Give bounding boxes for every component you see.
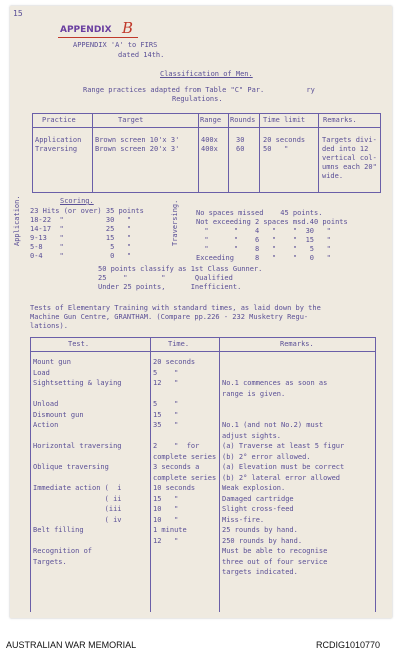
appendix-stamp: APPENDIX [60, 25, 112, 35]
table2-test-cell: Action [33, 421, 59, 429]
table2-test-cell: Mount gun [33, 358, 71, 366]
table2-time-cell: 10 " [153, 516, 179, 524]
table2-test-cell: Belt filling [33, 526, 84, 534]
document-subtitle-1: Range practices adapted from Table "C" Par. ry [83, 86, 315, 94]
table2-test-cell: Immediate action ( i [33, 484, 122, 492]
table2-time-cell: complete series [153, 453, 217, 461]
traversing-score-row: Not exceeding 2 spaces msd.40 points [196, 218, 348, 226]
application-score-row: 18-22 " 30 " [30, 216, 132, 224]
table2-remarks-cell: adjust sights. [222, 432, 282, 440]
tests-intro-line: Tests of Elementary Training with standard times, as laid down by the [30, 304, 321, 312]
table2-remarks-cell: No.1 (and not No.2) must [222, 421, 324, 429]
table1-cell: 400x [201, 145, 218, 153]
table2-time-cell: 5 " [153, 400, 179, 408]
table2-test-cell: ( iv [33, 516, 122, 524]
appendix-date: dated 14th. [118, 51, 165, 59]
table2-time-cell: complete series [153, 474, 217, 482]
table2-time-cell: 5 " [153, 369, 179, 377]
application-score-row: 5-8 " 5 " [30, 243, 132, 251]
table2-time-cell: 20 seconds [153, 358, 196, 366]
table2-remarks-cell: Miss-fire. [222, 516, 265, 524]
table1-header-target: Target [118, 116, 144, 124]
table1-cell: 400x [201, 136, 218, 144]
table1-cell: Application [35, 136, 82, 144]
table1-header-practice: Practice [42, 116, 76, 124]
table2-test-cell: ( ii [33, 495, 122, 503]
traversing-score-row: " " 4 " " 30 " [196, 227, 331, 235]
traversing-score-row: " " 8 " " 5 " [196, 245, 331, 253]
page-number: 15 [13, 9, 23, 18]
scoring-title: Scoring. [60, 197, 94, 205]
table2-remarks-cell: range is given. [222, 390, 286, 398]
table2-time-cell: 1 minute [153, 526, 187, 534]
table2-test-cell: (iii [33, 505, 122, 513]
table2-test-cell: Unload [33, 400, 59, 408]
document-title: Classification of Men. [160, 70, 253, 78]
table1-cell: Brown screen 20'x 3' [95, 145, 180, 153]
table2-header-time: Time. [168, 340, 190, 348]
table1-remarks-line: vertical col- [322, 154, 377, 162]
table1-cell: 50 " [263, 145, 289, 153]
table2-time-cell: 10 seconds [153, 484, 196, 492]
table2-test-cell: Sightsetting & laying [33, 379, 122, 387]
table2-remarks-cell: (b) 2° lateral error allowed [222, 474, 341, 482]
table1-remarks-line: wide. [322, 172, 344, 180]
table2-time-cell: 35 " [153, 421, 179, 429]
classification-line: 50 points classify as 1st Class Gunner. [98, 265, 263, 273]
table2-remarks-cell: No.1 commences as soon as [222, 379, 328, 387]
document-subtitle-2: Regulations. [172, 95, 223, 103]
application-score-row: 0-4 " 0 " [30, 252, 132, 260]
table2-header-test: Test. [68, 340, 90, 348]
table1-cell: Traversing [35, 145, 78, 153]
table2-remarks-cell: targets indicated. [222, 568, 298, 576]
table2-time-cell: 3 seconds a [153, 463, 200, 471]
table2-test-cell: Targets. [33, 558, 67, 566]
application-score-row: 23 Hits (or over) 35 points [30, 207, 144, 215]
tests-intro-line: lations). [30, 322, 68, 330]
table2-remarks-cell: Damaged cartridge [222, 495, 294, 503]
table2-test-cell: Load [33, 369, 50, 377]
footer-source: AUSTRALIAN WAR MEMORIAL [6, 640, 137, 650]
table2-remarks-cell: Weak explosion. [222, 484, 286, 492]
traversing-score-row: " " 6 " " 15 " [196, 236, 331, 244]
table2-time-cell: 15 " [153, 495, 179, 503]
table2-remarks-cell: (a) Elevation must be correct [222, 463, 345, 471]
table1-header-rounds: Rounds [230, 116, 256, 124]
table1-header-time-limit: Time limit [263, 116, 306, 124]
traversing-score-row: Exceeding 8 " " 0 " [196, 254, 331, 262]
table2-remarks-cell: Slight cross-feed [222, 505, 294, 513]
table2-time-cell: 2 " for [153, 442, 200, 450]
table2-remarks-cell: three out of four service [222, 558, 328, 566]
table2-time-cell: 12 " [153, 537, 179, 545]
application-side-label: Application. [13, 195, 21, 246]
table1-header-range: Range [200, 116, 222, 124]
table1-cell: ded into 12 [322, 145, 369, 153]
appendix-handwritten-letter: B [122, 19, 134, 37]
table2-remarks-cell: (b) 2° error allowed. [222, 453, 311, 461]
appendix-underline [58, 37, 138, 38]
table2-remarks-cell: 25 rounds by hand. [222, 526, 298, 534]
table2-test-cell: Dismount gun [33, 411, 84, 419]
table2-time-cell: 10 " [153, 505, 179, 513]
table2-time-cell: 12 " [153, 379, 179, 387]
traversing-side-label: Traversing. [171, 199, 179, 246]
classification-line: Under 25 points, Inefficient. [98, 283, 242, 291]
table1-cell: 60 [236, 145, 245, 153]
table2-test-cell: Recognition of [33, 547, 93, 555]
table1-cell: 30 [236, 136, 245, 144]
footer-reference-id: RCDIG1010770 [316, 640, 381, 650]
table2-remarks-cell: Must be able to recognise [222, 547, 328, 555]
traversing-score-row: No spaces missed 45 points. [196, 209, 323, 217]
application-score-row: 9-13 " 15 " [30, 234, 132, 242]
tests-intro-line: Machine Gun Centre, GRANTHAM. (Compare pp.226 - 232 Musketry Regu- [30, 313, 309, 321]
table1-remarks-line: umns each 20" [322, 163, 377, 171]
table2-test-cell: Horizontal traversing [33, 442, 122, 450]
table2-remarks-cell: (a) Traverse at least 5 figur [222, 442, 345, 450]
table1-header-remarks: Remarks. [323, 116, 357, 124]
classification-line: 25 " " Qualified [98, 274, 233, 282]
appendix-reference: APPENDIX 'A' to FIRS [73, 41, 158, 49]
table1-cell: Brown screen 10'x 3' [95, 136, 180, 144]
table2-time-cell: 15 " [153, 411, 179, 419]
table2-header-remarks: Remarks. [280, 340, 314, 348]
table1-cell: 20 seconds [263, 136, 306, 144]
table1-cell: Targets divi- [322, 136, 377, 144]
table2-remarks-cell: 250 rounds by hand. [222, 537, 303, 545]
application-score-row: 14-17 " 25 " [30, 225, 132, 233]
table2-test-cell: Oblique traversing [33, 463, 109, 471]
